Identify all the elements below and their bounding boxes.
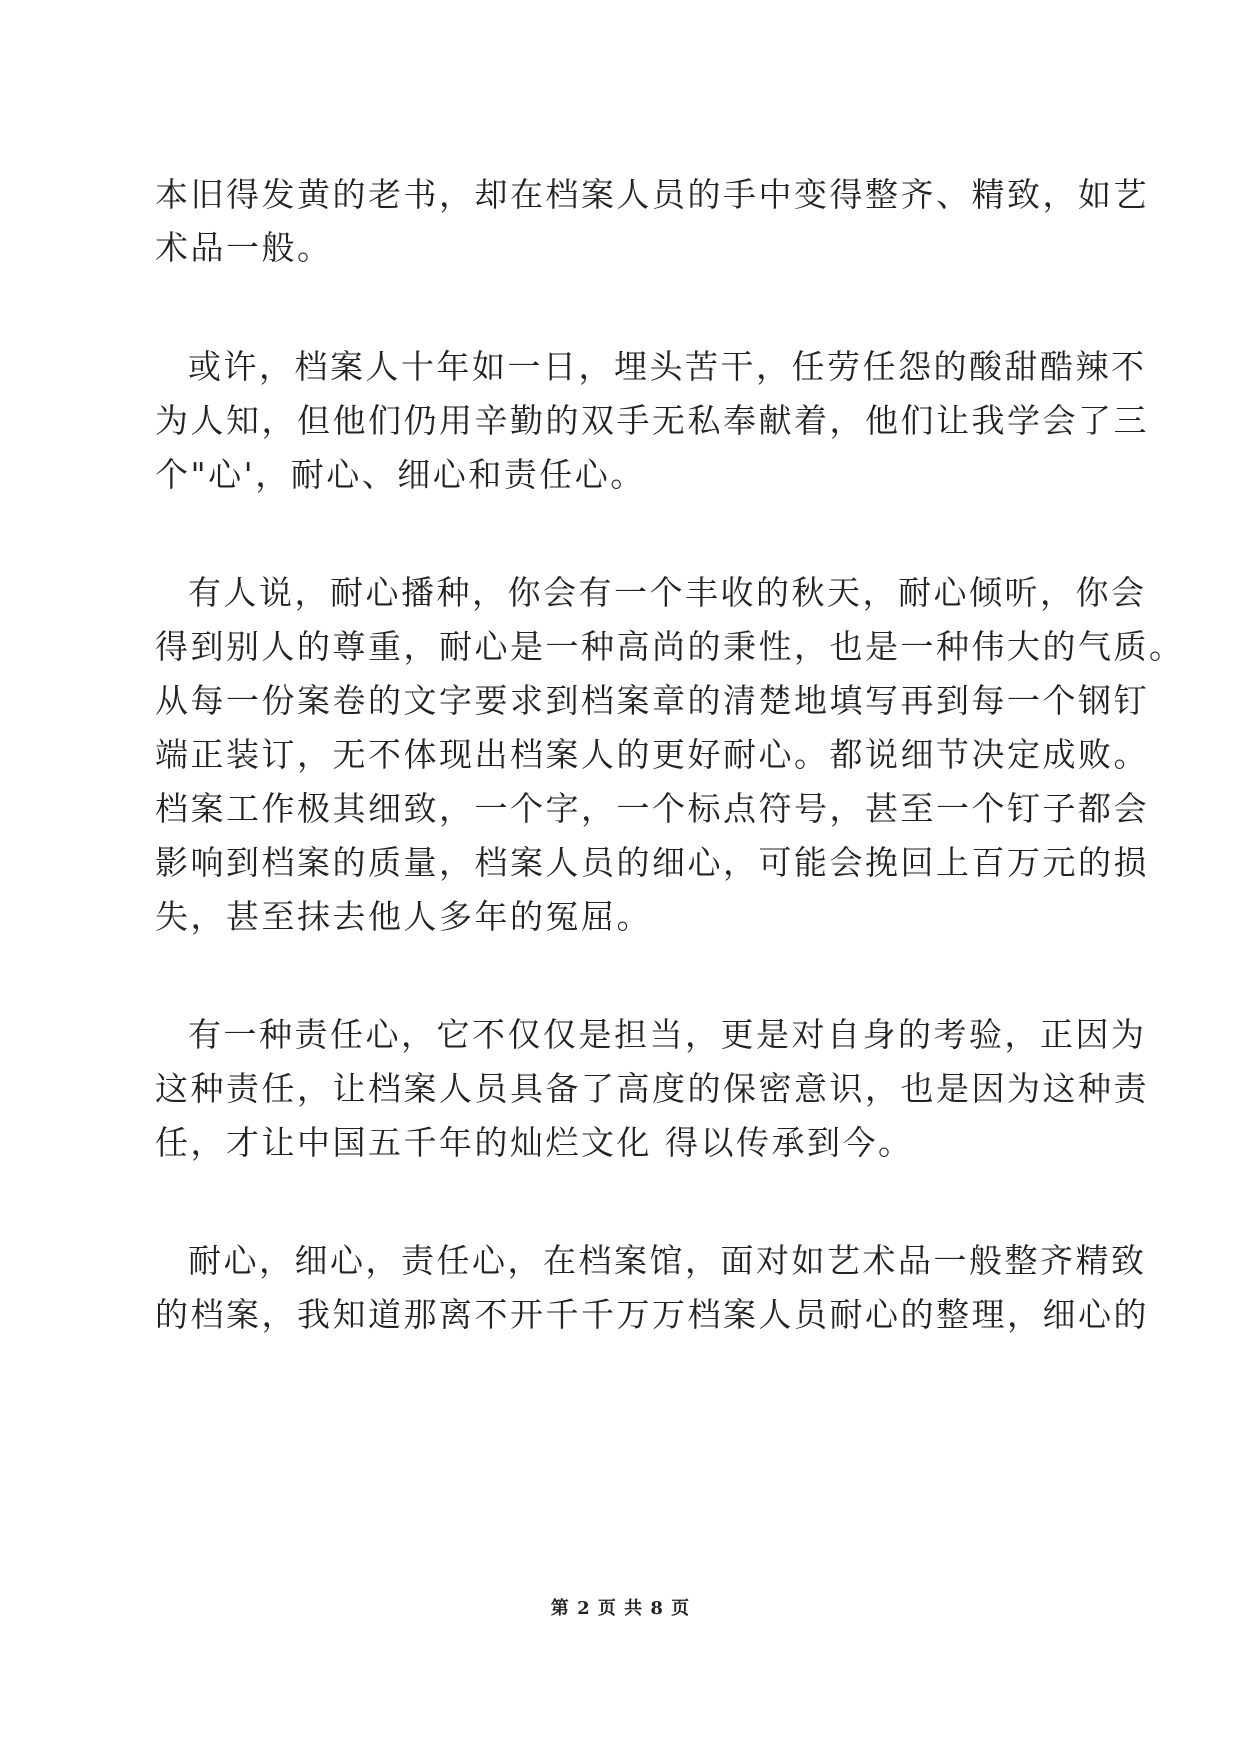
text-line: 耐心，细心，责任心，在档案馆，面对如艺术品一般整齐精致	[188, 1241, 1147, 1280]
text-line: 为人知，但他们仍用辛勤的双手无私奉献着，他们让我学会了三	[155, 401, 1149, 440]
text-line: 得到别人的尊重，耐心是一种高尚的秉性，也是一种伟大的气质。	[155, 627, 1185, 666]
text-line: 的档案，我知道那离不开千千万万档案人员耐心的整理，细心的	[155, 1295, 1149, 1334]
text-line: 或许，档案人十年如一日，埋头苦干，任劳任怨的酸甜酷辣不	[188, 347, 1147, 386]
text-line: 档案工作极其细致，一个字，一个标点符号，甚至一个钉子都会	[155, 789, 1149, 828]
text-line: 失，甚至抹去他人多年的冤屈。	[155, 897, 652, 936]
text-line: 有人说，耐心播种，你会有一个丰收的秋天，耐心倾听，你会	[188, 573, 1147, 612]
text-line: 从每一份案卷的文字要求到档案章的清楚地填写再到每一个钢钉	[155, 681, 1149, 720]
page-footer: 第 2 页 共 8 页	[550, 1598, 691, 1619]
text-line: 这种责任，让档案人员具备了高度的保密意识，也是因为这种责	[155, 1069, 1149, 1108]
text-line: 任，才让中国五千年的灿烂文化 得以传承到今。	[155, 1123, 914, 1162]
text-line: 本旧得发黄的老书，却在档案人员的手中变得整齐、精致，如艺	[155, 175, 1149, 214]
text-line: 影响到档案的质量，档案人员的细心，可能会挽回上百万元的损	[155, 843, 1149, 882]
text-line: 有一种责任心，它不仅仅是担当，更是对自身的考验，正因为	[188, 1015, 1147, 1054]
text-line: 个"心'，耐心、细心和责任心。	[155, 455, 646, 494]
text-line: 术品一般。	[155, 228, 333, 267]
text-line: 端正装订，无不体现出档案人的更好耐心。都说细节决定成败。	[155, 735, 1149, 774]
